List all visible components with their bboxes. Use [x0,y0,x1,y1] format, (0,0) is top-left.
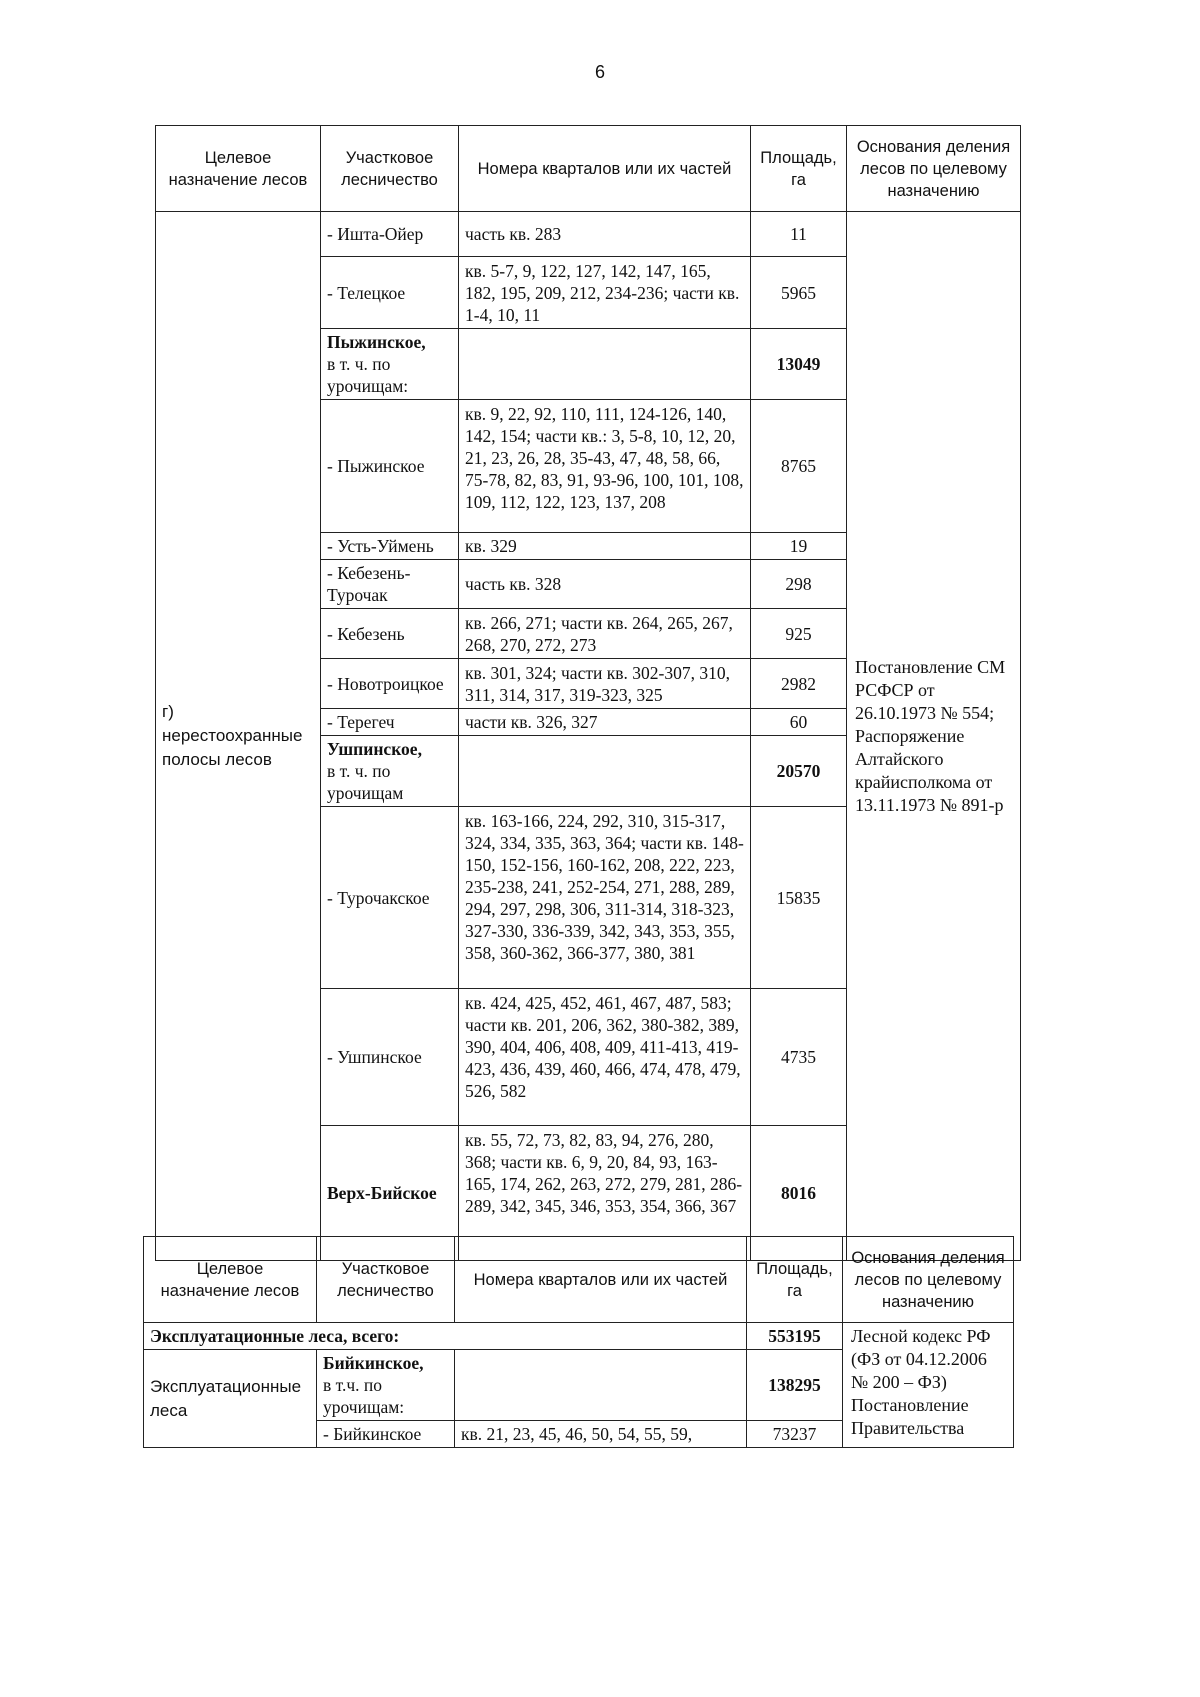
quarters-cell: кв. 21, 23, 45, 46, 50, 54, 55, 59, [455,1421,747,1448]
area-cell: 15835 [751,807,847,989]
header-quarters: Номера кварталов или их частей [455,1237,747,1323]
area-cell: 13049 [751,329,847,400]
quarters-cell [455,1350,747,1421]
forest-table-1 [155,125,1021,1261]
area-cell: 60 [751,709,847,736]
forestry-cell [317,1350,455,1421]
quarters-cell: кв. 424, 425, 452, 461, 467, 487, 583; части кв. 201, 206, 362, 380-382, 389, 390, 404, 406, 408, 409, 411-413, 419-423, 436, 439, 460, 466, 474, 478, 479, 526, 582 [459,989,751,1126]
forestry-cell: - Кебезень [321,609,459,659]
basis-cell: Лесной кодекс РФ (ФЗ от 04.12.2006 № 200 – ФЗ) Постановление Правительства [843,1323,1014,1448]
total-area: 553195 [747,1323,843,1350]
area-cell: 11 [751,212,847,257]
header-area: Площадь, га [747,1237,843,1323]
quarters-cell: кв. 301, 324; части кв. 302-307, 310, 311, 314, 317, 319-323, 325 [459,659,751,709]
area-cell: 20570 [751,736,847,807]
purpose-cell: Эксплуатационные леса [144,1350,317,1448]
forestry-cell: - Турочакское [321,807,459,989]
basis-cell: Постановление СМ РСФСР от 26.10.1973 № 554; Распоряжение Алтайского крайисполкома от 13.11.1973 № 891-р [847,212,1021,1261]
header-quarters: Номера кварталов или их частей [459,126,751,212]
forestry-cell: - Телецкое [321,257,459,329]
header-basis: Основания деления лесов по целевому назначению [847,126,1021,212]
quarters-cell: часть кв. 328 [459,560,751,609]
forestry-cell: - Бийкинское [317,1421,455,1448]
forestry-cell: Верх-Бийское [321,1126,459,1261]
purpose-cell: г) нерестоохранные полосы лесов [156,212,321,1261]
header-purpose: Целевое назначение лесов [156,126,321,212]
area-cell: 925 [751,609,847,659]
header-basis: Основания деления лесов по целевому назначению [843,1237,1014,1323]
forestry-note: в т.ч. по урочищам: [323,1375,405,1417]
forestry-cell: - Усть-Уймень [321,533,459,560]
quarters-cell: кв. 9, 22, 92, 110, 111, 124-126, 140, 142, 154; части кв.: 3, 5-8, 10, 12, 20, 21, 23, 26, 28, 35-43, 47, 48, 58, 66, 75-78, 82, 83, 91, 93-96, 100, 101, 108, 109, 112, 122, 123, 137, 208 [459,400,751,533]
total-label: Эксплуатационные леса, всего: [144,1323,747,1350]
forestry-cell: - Ушпинское [321,989,459,1126]
quarters-cell [459,329,751,400]
area-cell: 8765 [751,400,847,533]
header-forestry: Участковое лесничество [321,126,459,212]
area-cell: 73237 [747,1421,843,1448]
forestry-name: Бийкинское, [323,1353,424,1373]
forestry-cell: - Новотроицкое [321,659,459,709]
quarters-cell: кв. 55, 72, 73, 82, 83, 94, 276, 280, 368; части кв. 6, 9, 20, 84, 93, 163-165, 174, 262, 263, 272, 279, 281, 286-289, 342, 345, 346, 353, 354, 366, 367 [459,1126,751,1261]
area-cell: 4735 [751,989,847,1126]
forestry-name: Пыжинское, [327,332,426,352]
page-number: 6 [594,62,605,82]
forestry-cell: - Ишта-Ойер [321,212,459,257]
area-cell: 138295 [747,1350,843,1421]
forestry-note: в т. ч. по урочищам [327,761,404,803]
quarters-cell: кв. 163-166, 224, 292, 310, 315-317, 324, 334, 335, 363, 364; части кв. 148-150, 152-156, 160-162, 208, 222, 223, 235-238, 241, 252-254, 271, 288, 289, 294, 297, 298, 306, 311-314, 318-323, 327-330, 336-339, 342, 343, 353, 355, 358, 360-362, 366-377, 380, 381 [459,807,751,989]
area-cell: 8016 [751,1126,847,1261]
forestry-cell: - Кебезень-Турочак [321,560,459,609]
area-cell: 298 [751,560,847,609]
header-forestry: Участковое лесничество [317,1237,455,1323]
forestry-cell: - Пыжинское [321,400,459,533]
area-cell: 19 [751,533,847,560]
quarters-cell [459,736,751,807]
quarters-cell: кв. 5-7, 9, 122, 127, 142, 147, 165, 182, 195, 209, 212, 234-236; части кв. 1-4, 10, 11 [459,257,751,329]
quarters-cell: кв. 266, 271; части кв. 264, 265, 267, 268, 270, 272, 273 [459,609,751,659]
forestry-cell [321,736,459,807]
header-purpose: Целевое назначение лесов [144,1237,317,1323]
quarters-cell: части кв. 326, 327 [459,709,751,736]
forestry-cell [321,329,459,400]
forestry-name: Ушпинское, [327,739,422,759]
area-cell: 5965 [751,257,847,329]
forestry-note: в т. ч. по урочищам: [327,354,409,396]
area-cell: 2982 [751,659,847,709]
forest-table-2 [143,1236,1014,1448]
quarters-cell: кв. 329 [459,533,751,560]
forestry-cell: - Терегеч [321,709,459,736]
quarters-cell: часть кв. 283 [459,212,751,257]
header-area: Площадь, га [751,126,847,212]
